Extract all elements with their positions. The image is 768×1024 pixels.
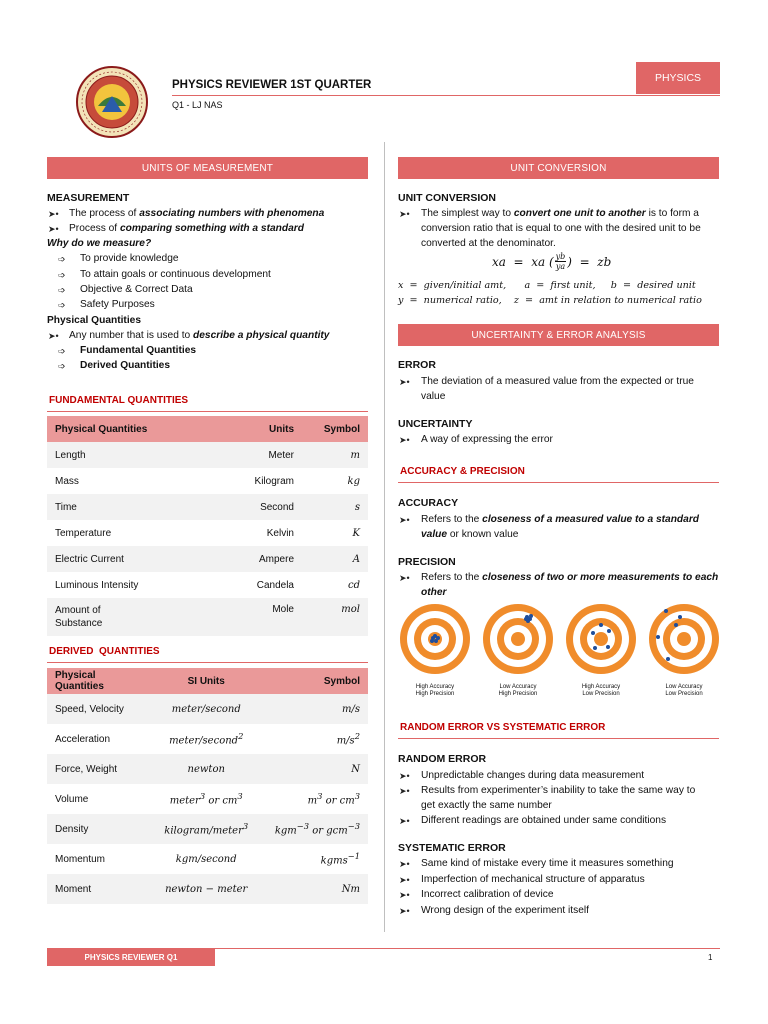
measurement-definition-2: Process of comparing something with a standard [69,223,304,234]
arrow-bullet-icon: ➤• [399,859,410,869]
page-number: 1 [708,953,713,962]
column-header: Units [187,416,302,442]
si-unit-cell: meter$^3$ or $cm^3$ [146,784,267,814]
column-header: SI Units [146,668,267,694]
target-caption: Low Accuracy High Precision [498,684,538,697]
arrow-bullet-icon: ➤• [48,331,59,341]
unit-cell: Kelvin [187,520,302,546]
table-row [47,694,368,724]
symbol-cell: s [302,494,368,520]
table-row [47,844,368,874]
si-unit-cell: newton − meter [146,874,267,904]
arrow-bullet-icon: ➤• [48,224,59,234]
header-rule [172,95,720,96]
table-row [47,598,368,636]
uncertainty-text: A way of expressing the error [421,434,553,445]
table-row [47,546,368,572]
random-error-item: Different readings are obtained under same conditions [421,815,667,826]
precision-text-line-2: other [421,587,447,598]
systematic-error-item: Wrong design of the experiment itself [421,905,589,916]
arrow-bullet-icon: ➤• [399,906,410,916]
si-unit-cell: kilogram/meter$^3$ [146,814,267,844]
school-seal-logo [76,66,148,138]
conversion-text-line-3: converted at the denominator. [421,238,556,249]
quantity-type: Fundamental Quantities [80,345,197,356]
physical-quantities-heading: Physical Quantities [47,315,141,326]
fundamental-quantities-table [47,416,368,636]
symbol-cell: $m^3$ or $cm^3$ [267,784,368,814]
quantity-cell: Speed, Velocity [47,694,146,724]
symbol-cell: kgms$^{-1}$ [267,844,368,874]
accuracy-text-line-1: Refers to the closeness of a measured value to a standard [421,514,700,525]
unit-conversion-heading: UNIT CONVERSION [398,192,497,204]
si-unit-cell: kgm/second [146,844,267,874]
error-text-line-1: The deviation of a measured value from the expected or true [421,376,694,387]
quantity-type: Derived Quantities [80,360,171,371]
arrow-bullet-icon: ➤• [399,515,410,525]
hollow-arrow-icon: ➩ [58,361,66,371]
quantity-cell: Amount of Substance [47,598,187,636]
accuracy-precision-heading: ACCURACY & PRECISION [400,466,525,477]
arrow-bullet-icon: ➤• [399,786,410,796]
accuracy-text-line-2: value or known value [421,529,519,540]
measurement-definition-1: The process of associating numbers with phenomena [69,208,325,219]
hollow-arrow-icon: ➩ [58,346,66,356]
quantity-cell: Density [47,814,146,844]
symbol-cell: m [302,442,368,468]
footer-label: PHYSICS REVIEWER Q1 [47,949,215,966]
units-of-measurement-bar: UNITS OF MEASUREMENT [47,157,368,179]
unit-cell: Mole [187,598,302,636]
column-divider [384,142,385,932]
table-row [47,572,368,598]
symbol-cell: A [302,546,368,572]
quantity-cell: Moment [47,874,146,904]
arrow-bullet-icon: ➤• [399,890,410,900]
unit-cell: Meter [187,442,302,468]
table-row [47,754,368,784]
physical-quantities-definition: Any number that is used to describe a physical quantity [69,330,330,341]
accuracy-precision-rule [398,482,719,483]
why-measure-heading: Why do we measure? [47,238,152,249]
document-title: PHYSICS REVIEWER 1ST QUARTER [172,79,372,91]
hollow-arrow-icon: ➩ [58,300,66,310]
target-low-accuracy-low-precision [648,603,720,675]
measurement-heading: MEASUREMENT [47,192,130,204]
symbol-cell: cd [302,572,368,598]
fundamental-quantities-heading: FUNDAMENTAL QUANTITIES [49,395,189,406]
si-unit-cell: meter/second$^2$ [146,724,267,754]
table-row [47,784,368,814]
symbol-cell: $m/s^2$ [267,724,368,754]
table-header-row [47,668,368,694]
symbol-cell: K [302,520,368,546]
conversion-text-line-2: conversion ratio that is equal to one with the desired unit to be [421,223,701,234]
table-row [47,874,368,904]
arrow-bullet-icon: ➤• [399,435,410,445]
column-header: Physical Quantities [47,668,146,694]
symbol-cell: kgm$^{-3}$ or gcm$^{-3}$ [267,814,368,844]
random-error-item-continued: get exactly the same number [421,800,552,811]
quantity-cell: Temperature [47,520,187,546]
why-item: To attain goals or continuous development [80,269,271,280]
target-caption: Low Accuracy Low Precision [665,684,703,697]
target-high-accuracy-low-precision [565,603,637,675]
random-error-item: Results from experimenter’s inability to take the same way to [421,785,696,796]
quantity-cell: Force, Weight [47,754,146,784]
symbol-cell: kg [302,468,368,494]
symbol-cell: m/s [267,694,368,724]
why-item: To provide knowledge [80,253,179,264]
table-row [47,468,368,494]
derived-quantities-table [47,668,368,904]
target-low-accuracy-high-precision [482,603,554,675]
fundamental-heading-rule [47,411,368,412]
uncertainty-heading: UNCERTAINTY [398,418,473,430]
target-caption: High Accuracy Low Precision [581,684,621,697]
table-header-row [47,416,368,442]
arrow-bullet-icon: ➤• [399,816,410,826]
symbol-cell: N [267,754,368,784]
hollow-arrow-icon: ➩ [58,270,66,280]
column-header: Symbol [302,416,368,442]
unit-cell: Ampere [187,546,302,572]
quantity-cell: Luminous Intensity [47,572,187,598]
formula-definitions-2: y = numerical ratio, z = amt in relation to numerical ratio [398,295,702,306]
uncertainty-error-bar: UNCERTAINTY & ERROR ANALYSIS [398,324,719,346]
derived-quantities-heading: DERIVED QUANTITIES [49,646,160,657]
table-row [47,442,368,468]
si-unit-cell: newton [146,754,267,784]
quantity-cell: Time [47,494,187,520]
document-subtitle: Q1 - LJ NAS [172,100,223,110]
symbol-cell: Nm [267,874,368,904]
si-unit-cell: meter/second [146,694,267,724]
column-header: Physical Quantities [47,416,187,442]
accuracy-heading: ACCURACY [398,497,459,509]
systematic-error-heading: SYSTEMATIC ERROR [398,842,506,854]
arrow-bullet-icon: ➤• [399,771,410,781]
unit-cell: Second [187,494,302,520]
quantity-cell: Momentum [47,844,146,874]
why-item: Safety Purposes [80,299,155,310]
table-row [47,520,368,546]
error-text-line-2: value [421,391,446,402]
table-row [47,814,368,844]
conversion-text-line-1: The simplest way to convert one unit to another is to form a [421,208,699,219]
unit-cell: Kilogram [187,468,302,494]
arrow-bullet-icon: ➤• [399,875,410,885]
why-item: Objective & Correct Data [80,284,193,295]
derived-heading-rule [47,662,368,663]
symbol-cell: mol [302,598,368,636]
formula-definitions-1: x = given/initial amt, a = first unit, b = desired unit [398,280,696,291]
arrow-bullet-icon: ➤• [399,209,410,219]
arrow-bullet-icon: ➤• [399,377,410,387]
arrow-bullet-icon: ➤• [48,209,59,219]
table-row [47,724,368,754]
quantity-cell: Acceleration [47,724,146,754]
quantity-cell: Mass [47,468,187,494]
hollow-arrow-icon: ➩ [58,254,66,264]
random-vs-systematic-heading: RANDOM ERROR VS SYSTEMATIC ERROR [400,722,606,733]
unit-conversion-bar: UNIT CONVERSION [398,157,719,179]
target-caption: High Accuracy High Precision [415,684,455,697]
unit-cell: Candela [187,572,302,598]
hollow-arrow-icon: ➩ [58,285,66,295]
random-error-item: Unpredictable changes during data measurement [421,770,645,781]
random-systematic-rule [398,738,719,739]
precision-text-line-1: Refers to the closeness of two or more measurements to each [421,572,719,583]
table-row [47,494,368,520]
quantity-cell: Length [47,442,187,468]
systematic-error-item: Same kind of mistake every time it measures something [421,858,674,869]
quantity-cell: Volume [47,784,146,814]
error-heading: ERROR [398,359,436,371]
precision-heading: PRECISION [398,556,456,568]
systematic-error-item: Imperfection of mechanical structure of apparatus [421,874,645,885]
target-high-accuracy-high-precision [399,603,471,675]
random-error-heading: RANDOM ERROR [398,753,487,765]
column-header: Symbol [267,668,368,694]
arrow-bullet-icon: ➤• [399,573,410,583]
systematic-error-item: Incorrect calibration of device [421,889,554,900]
quantity-cell: Electric Current [47,546,187,572]
subject-badge: PHYSICS [636,62,720,94]
conversion-formula: xa = xa ( yb ya ) = zb [492,252,612,271]
